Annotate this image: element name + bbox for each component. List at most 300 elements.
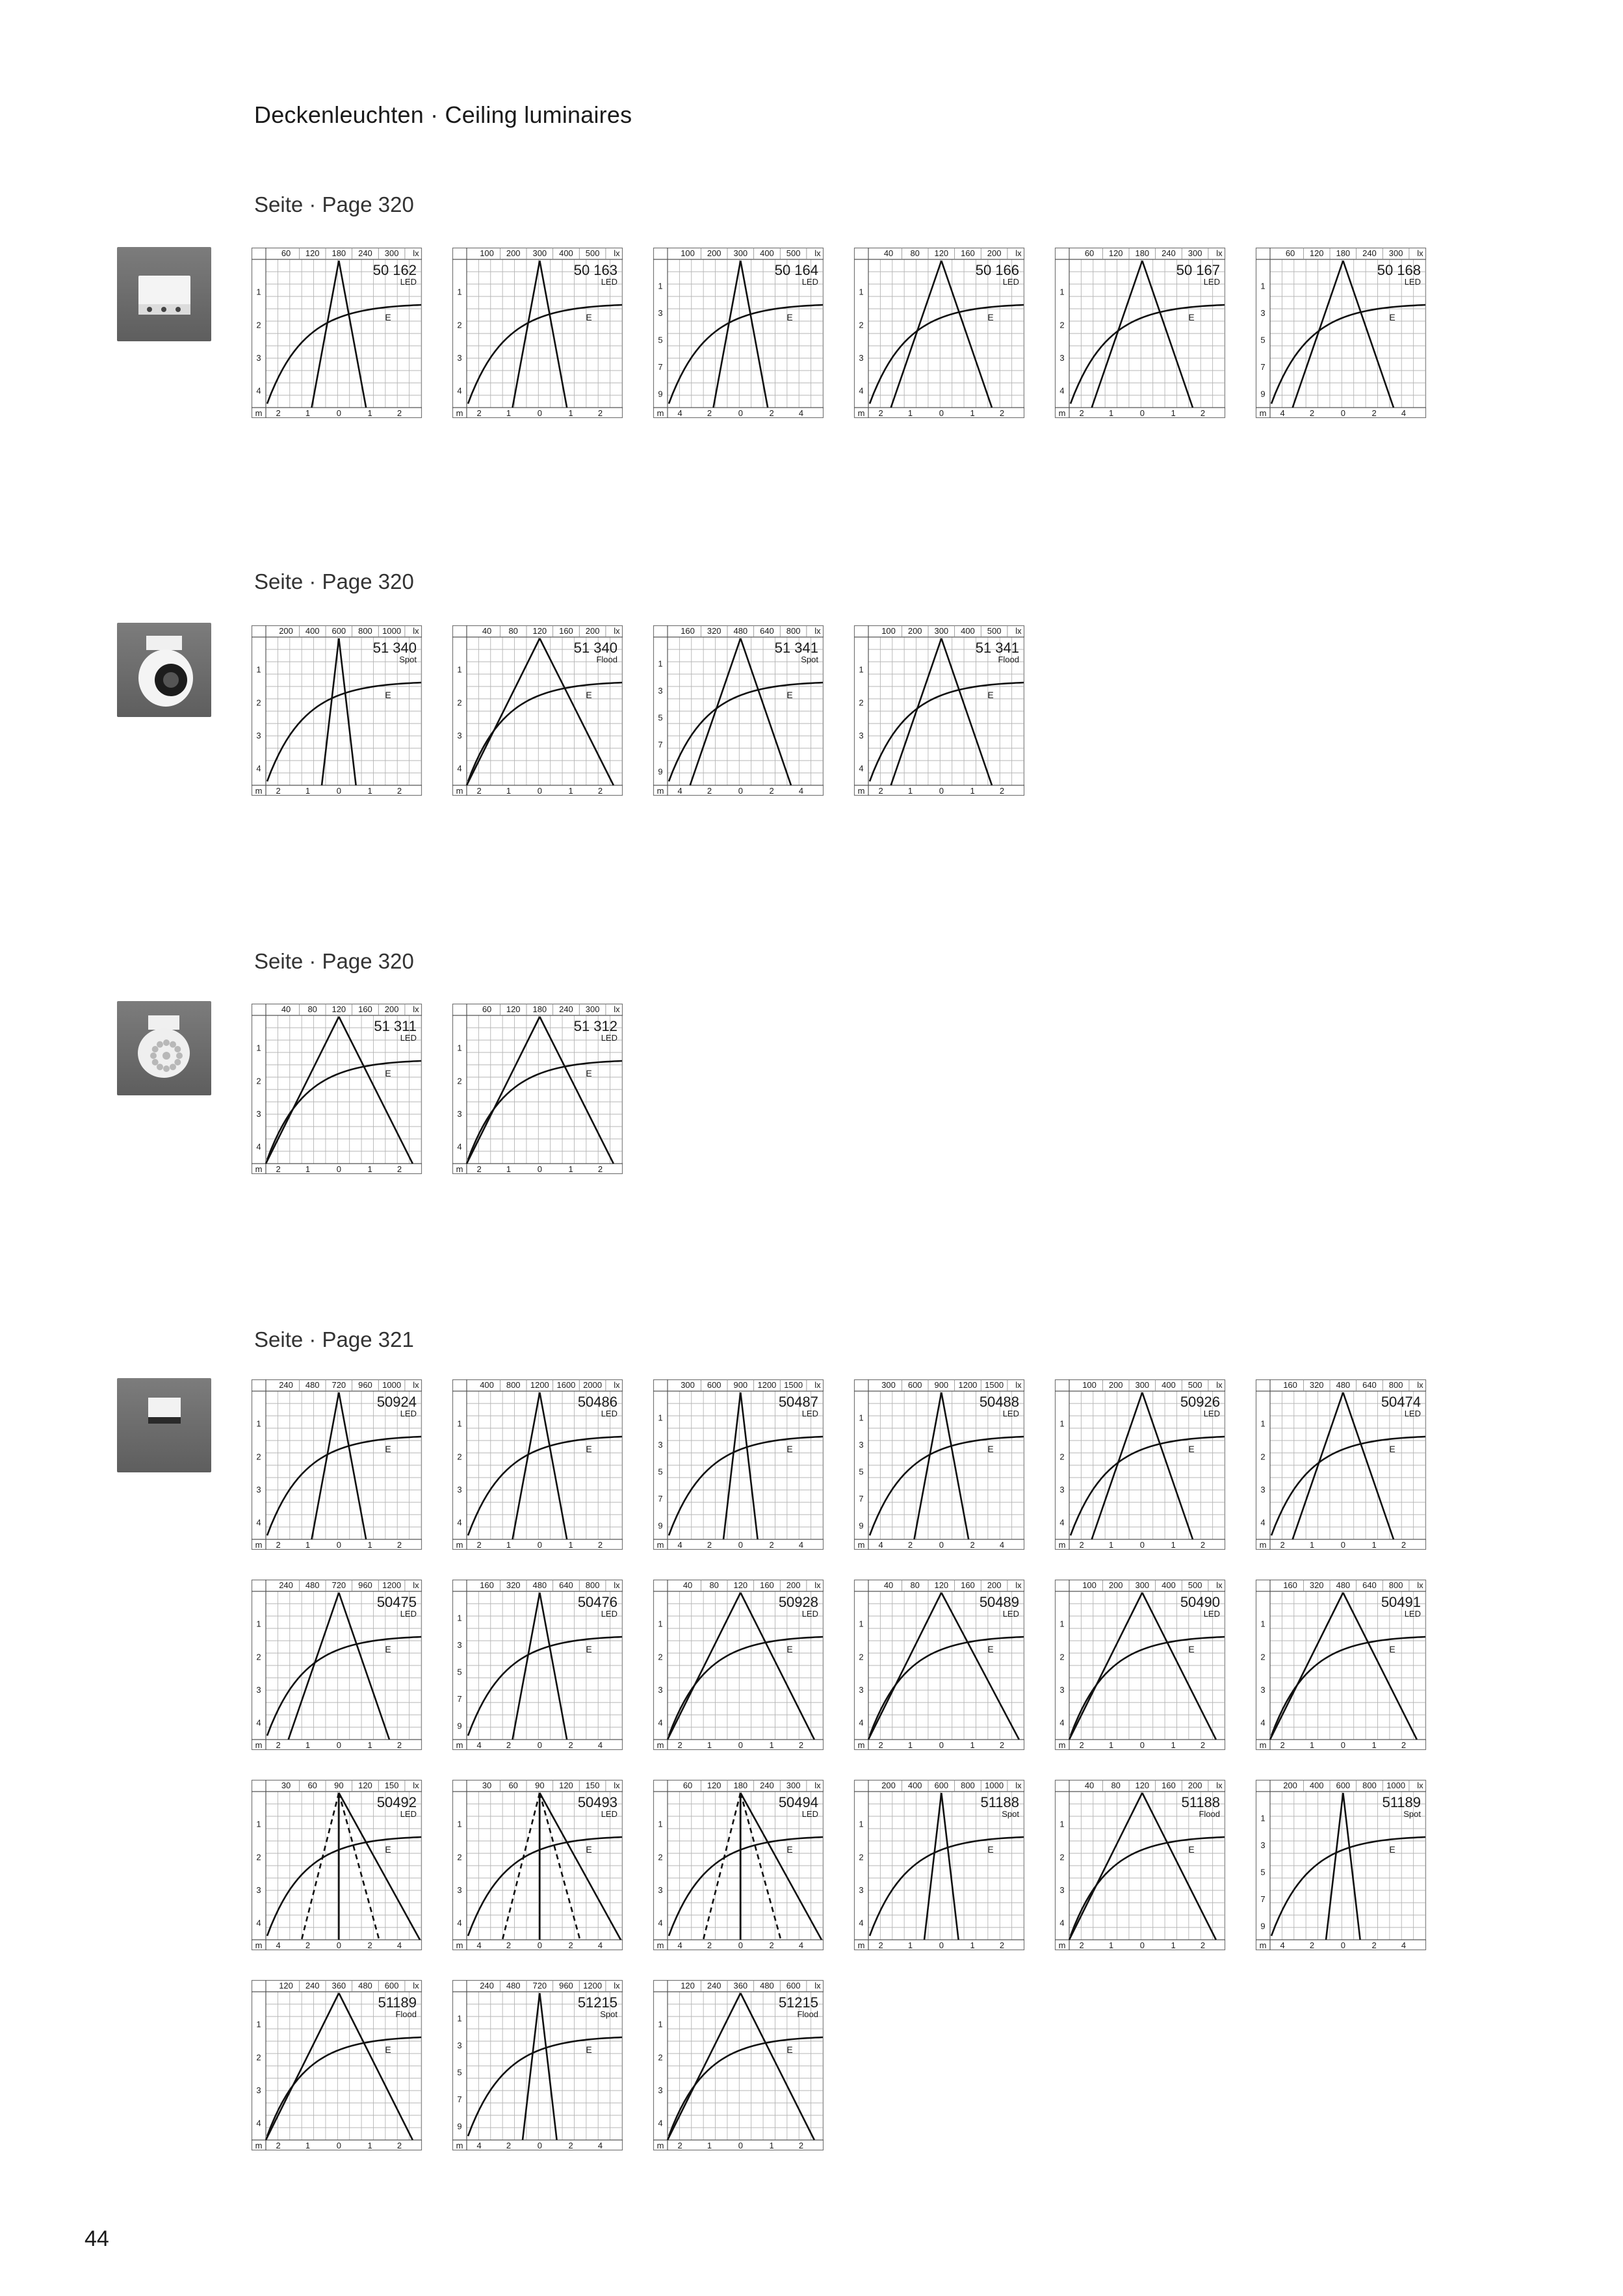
width-tick-label: 2 — [878, 1740, 883, 1750]
distance-unit-label: m — [1058, 1740, 1066, 1750]
distance-tick-label: 1 — [658, 281, 663, 291]
distance-unit-label: m — [1259, 408, 1267, 418]
distance-tick-label: 2 — [256, 320, 261, 330]
lux-tick-label: 160 — [358, 1004, 372, 1014]
width-tick-label: 4 — [798, 1540, 804, 1550]
width-tick-label: 0 — [336, 786, 341, 796]
lux-tick-label: 120 — [331, 1004, 346, 1014]
distance-tick-label: 2 — [1059, 1652, 1065, 1662]
model-number: 50 168 — [1377, 262, 1421, 278]
distance-tick-label: 2 — [256, 1452, 261, 1462]
distance-tick-label: 7 — [658, 1493, 663, 1504]
illuminance-marker: E — [385, 312, 391, 322]
distance-tick-label: 2 — [1260, 1652, 1266, 1662]
section-label: Seite · Page 320 — [254, 949, 414, 973]
distance-tick-label: 3 — [658, 1685, 663, 1695]
distance-tick-label: 2 — [256, 2052, 261, 2063]
lux-tick-label: 120 — [358, 1781, 372, 1790]
lux-tick-label: 300 — [733, 248, 748, 258]
beam-chart — [252, 1004, 422, 1174]
lux-tick-label: 500 — [987, 626, 1002, 636]
width-tick-label: 0 — [1139, 1940, 1145, 1950]
lux-unit-label: lx — [614, 626, 620, 636]
distance-tick-label: 1 — [457, 2013, 462, 2024]
distance-tick-label: 2 — [256, 1852, 261, 1862]
distance-tick-label: 3 — [1059, 1685, 1065, 1695]
width-tick-label: 2 — [506, 1940, 512, 1950]
lux-tick-label: 1000 — [985, 1781, 1004, 1790]
lux-tick-label: 60 — [307, 1781, 317, 1790]
distance-tick-label: 3 — [859, 731, 864, 740]
width-tick-label: 1 — [907, 408, 913, 418]
distance-tick-label: 1 — [256, 1819, 261, 1829]
width-tick-label: 0 — [537, 1740, 542, 1750]
distance-tick-label: 3 — [457, 2040, 462, 2050]
lux-tick-label: 300 — [1135, 1580, 1150, 1590]
model-variant: Spot — [801, 655, 818, 664]
width-tick-label: 2 — [769, 1940, 774, 1950]
width-tick-label: 4 — [396, 1940, 402, 1950]
lux-tick-label: 200 — [987, 248, 1002, 258]
section-label: Seite · Page 320 — [254, 192, 414, 216]
distance-tick-label: 3 — [256, 2085, 261, 2095]
lux-unit-label: lx — [614, 248, 620, 258]
width-tick-label: 2 — [798, 1740, 804, 1750]
lux-tick-label: 640 — [1362, 1380, 1377, 1390]
width-tick-label: 1 — [305, 408, 311, 418]
lux-tick-label: 40 — [883, 248, 894, 258]
model-variant: LED — [601, 1809, 617, 1819]
width-tick-label: 4 — [999, 1540, 1005, 1550]
lux-tick-label: 40 — [1084, 1781, 1095, 1790]
width-tick-label: 1 — [1171, 1540, 1176, 1550]
model-number: 50 167 — [1176, 262, 1220, 278]
distance-tick-label: 5 — [859, 1467, 864, 1477]
distance-unit-label: m — [857, 408, 865, 418]
width-tick-label: 0 — [336, 1540, 341, 1550]
distance-unit-label: m — [656, 1540, 664, 1550]
lux-tick-label: 240 — [279, 1380, 293, 1390]
distance-tick-label: 3 — [457, 1885, 462, 1895]
model-variant: Flood — [998, 655, 1019, 664]
width-tick-label: 1 — [1108, 1940, 1114, 1950]
width-tick-label: 2 — [878, 786, 883, 796]
model-number: 51189 — [1382, 1794, 1421, 1810]
model-variant: LED — [1002, 277, 1019, 287]
illuminance-marker: E — [987, 312, 994, 322]
distance-unit-label: m — [656, 2141, 664, 2150]
model-number: 51 312 — [573, 1018, 617, 1034]
model-number: 50924 — [376, 1394, 417, 1410]
width-tick-label: 1 — [568, 786, 573, 796]
lux-tick-label: 640 — [760, 626, 774, 636]
distance-tick-label: 1 — [1260, 281, 1266, 291]
width-tick-label: 2 — [1079, 1540, 1084, 1550]
lux-tick-label: 960 — [358, 1580, 372, 1590]
lux-tick-label: 480 — [733, 626, 748, 636]
illuminance-marker: E — [987, 1644, 994, 1654]
model-variant: LED — [601, 1033, 617, 1043]
beam-chart — [252, 1980, 422, 2150]
distance-unit-label: m — [255, 1540, 263, 1550]
beam-chart — [252, 1379, 422, 1550]
lux-tick-label: 240 — [707, 1981, 721, 1990]
lux-tick-label: 60 — [1084, 248, 1095, 258]
lux-tick-label: 500 — [1188, 1580, 1202, 1590]
lux-tick-label: 240 — [1162, 248, 1176, 258]
lux-tick-label: 80 — [910, 1580, 920, 1590]
beam-chart — [252, 1780, 422, 1950]
distance-tick-label: 1 — [457, 1043, 462, 1053]
width-tick-label: 1 — [367, 1164, 372, 1174]
distance-tick-label: 4 — [1059, 385, 1065, 396]
lux-tick-label: 1200 — [382, 1580, 402, 1590]
width-tick-label: 2 — [396, 1740, 402, 1750]
width-tick-label: 4 — [677, 786, 682, 796]
model-number: 50475 — [376, 1594, 417, 1610]
lux-tick-label: 240 — [305, 1981, 320, 1990]
lux-tick-label: 40 — [482, 626, 492, 636]
model-number: 51188 — [980, 1794, 1019, 1810]
width-tick-label: 2 — [798, 2141, 804, 2150]
distance-tick-label: 7 — [859, 1493, 864, 1504]
width-tick-label: 1 — [1309, 1540, 1315, 1550]
width-tick-label: 2 — [1401, 1540, 1407, 1550]
illuminance-marker: E — [586, 690, 592, 700]
lux-unit-label: lx — [413, 1781, 419, 1790]
width-tick-label: 2 — [1079, 1740, 1084, 1750]
distance-tick-label: 2 — [859, 698, 864, 708]
width-tick-label: 4 — [798, 786, 804, 796]
illuminance-marker: E — [385, 2044, 391, 2055]
distance-tick-label: 9 — [457, 1721, 462, 1731]
distance-tick-label: 9 — [1260, 389, 1266, 399]
width-tick-label: 2 — [506, 2141, 512, 2150]
width-tick-label: 0 — [336, 2141, 341, 2150]
distance-tick-label: 1 — [1260, 1418, 1266, 1429]
lux-tick-label: 800 — [786, 626, 801, 636]
width-tick-label: 4 — [677, 1940, 682, 1950]
lux-tick-label: 200 — [881, 1781, 896, 1790]
lux-tick-label: 160 — [559, 626, 573, 636]
lux-tick-label: 240 — [358, 248, 372, 258]
width-tick-label: 4 — [476, 1740, 482, 1750]
model-number: 50492 — [376, 1794, 417, 1810]
lux-tick-label: 300 — [532, 248, 547, 258]
lux-tick-label: 1200 — [958, 1380, 978, 1390]
lux-tick-label: 800 — [506, 1380, 521, 1390]
model-number: 50488 — [979, 1394, 1019, 1410]
distance-unit-label: m — [456, 1540, 463, 1550]
illuminance-marker: E — [987, 690, 994, 700]
lux-tick-label: 240 — [559, 1004, 573, 1014]
width-tick-label: 1 — [1371, 1740, 1377, 1750]
distance-tick-label: 2 — [457, 1852, 462, 1862]
width-tick-label: 2 — [476, 786, 482, 796]
lux-tick-label: 300 — [786, 1781, 801, 1790]
lux-tick-label: 960 — [559, 1981, 573, 1990]
lux-tick-label: 240 — [480, 1981, 494, 1990]
lux-tick-label: 1000 — [1386, 1781, 1406, 1790]
lux-tick-label: 160 — [1283, 1380, 1297, 1390]
lux-tick-label: 60 — [508, 1781, 518, 1790]
illuminance-marker: E — [586, 1444, 592, 1454]
square-ceiling-luminaire-with-three-spots-icon — [117, 247, 211, 341]
lux-tick-label: 500 — [585, 248, 600, 258]
distance-tick-label: 1 — [457, 287, 462, 297]
lux-tick-label: 40 — [682, 1580, 693, 1590]
illuminance-marker: E — [586, 1068, 592, 1078]
lux-tick-label: 480 — [358, 1981, 372, 1990]
width-tick-label: 1 — [506, 408, 512, 418]
distance-tick-label: 4 — [256, 2118, 261, 2128]
width-tick-label: 2 — [396, 786, 402, 796]
width-tick-label: 1 — [305, 1540, 311, 1550]
lux-unit-label: lx — [814, 1580, 821, 1590]
illuminance-marker: E — [385, 1644, 391, 1654]
distance-tick-label: 4 — [457, 1517, 462, 1528]
distance-unit-label: m — [1058, 408, 1066, 418]
width-tick-label: 1 — [568, 408, 573, 418]
distance-tick-label: 2 — [1059, 1452, 1065, 1462]
distance-tick-label: 3 — [658, 1439, 663, 1450]
lux-tick-label: 300 — [585, 1004, 600, 1014]
width-tick-label: 2 — [707, 408, 712, 418]
distance-tick-label: 2 — [256, 1076, 261, 1086]
distance-tick-label: 9 — [658, 1520, 663, 1531]
lux-tick-label: 180 — [733, 1781, 748, 1790]
lux-unit-label: lx — [1015, 248, 1022, 258]
width-tick-label: 2 — [999, 408, 1005, 418]
beam-chart — [452, 1004, 623, 1174]
model-variant: LED — [1404, 1409, 1421, 1418]
distance-tick-label: 4 — [256, 1717, 261, 1728]
distance-tick-label: 5 — [457, 2067, 462, 2078]
distance-tick-label: 3 — [658, 2085, 663, 2095]
illuminance-marker: E — [586, 1844, 592, 1855]
distance-tick-label: 3 — [1260, 1485, 1266, 1494]
model-variant: Spot — [399, 655, 417, 664]
lux-tick-label: 500 — [786, 248, 801, 258]
width-tick-label: 0 — [537, 1540, 542, 1550]
beam-chart — [854, 1580, 1024, 1750]
width-tick-label: 1 — [367, 1540, 372, 1550]
lux-tick-label: 400 — [760, 248, 774, 258]
distance-unit-label: m — [1058, 1940, 1066, 1950]
width-tick-label: 2 — [1371, 408, 1377, 418]
distance-tick-label: 3 — [1260, 1685, 1266, 1695]
width-tick-label: 2 — [568, 1940, 573, 1950]
lux-tick-label: 90 — [334, 1781, 344, 1790]
lux-tick-label: 300 — [881, 1380, 896, 1390]
distance-tick-label: 1 — [1059, 1819, 1065, 1829]
lux-tick-label: 200 — [506, 248, 521, 258]
beam-chart — [452, 1379, 623, 1550]
lux-tick-label: 120 — [733, 1580, 748, 1590]
round-ceiling-spot-luminaire-icon — [117, 623, 211, 717]
lux-tick-label: 120 — [305, 248, 320, 258]
lux-tick-label: 160 — [961, 248, 975, 258]
width-tick-label: 0 — [336, 1740, 341, 1750]
distance-tick-label: 5 — [1260, 1867, 1266, 1877]
width-tick-label: 0 — [738, 2141, 743, 2150]
distance-tick-label: 3 — [457, 731, 462, 740]
lux-tick-label: 900 — [934, 1380, 949, 1390]
beam-chart — [653, 1580, 824, 1750]
lux-tick-label: 120 — [1108, 248, 1123, 258]
lux-tick-label: 480 — [305, 1580, 320, 1590]
model-variant: LED — [1002, 1609, 1019, 1619]
distance-tick-label: 3 — [256, 1685, 261, 1695]
distance-tick-label: 4 — [859, 385, 864, 396]
distance-unit-label: m — [1259, 1740, 1267, 1750]
width-tick-label: 0 — [537, 786, 542, 796]
distance-unit-label: m — [456, 1740, 463, 1750]
model-number: 50487 — [778, 1394, 818, 1410]
width-tick-label: 2 — [769, 1540, 774, 1550]
lux-tick-label: 80 — [910, 248, 920, 258]
distance-tick-label: 5 — [1260, 335, 1266, 345]
illuminance-marker: E — [786, 1444, 793, 1454]
lux-unit-label: lx — [814, 626, 821, 636]
distance-tick-label: 1 — [859, 287, 864, 297]
distance-tick-label: 3 — [658, 307, 663, 318]
width-tick-label: 2 — [506, 1740, 512, 1750]
model-number: 50489 — [979, 1594, 1019, 1610]
lux-unit-label: lx — [1015, 626, 1022, 636]
distance-tick-label: 1 — [457, 1613, 462, 1623]
lux-tick-label: 180 — [1135, 248, 1150, 258]
width-tick-label: 1 — [707, 2141, 712, 2150]
distance-tick-label: 3 — [457, 1109, 462, 1119]
beam-chart — [653, 625, 824, 796]
width-tick-label: 2 — [568, 1740, 573, 1750]
lux-unit-label: lx — [814, 1981, 821, 1990]
lux-tick-label: 200 — [585, 626, 600, 636]
distance-tick-label: 9 — [1260, 1921, 1266, 1931]
model-variant: LED — [400, 1609, 417, 1619]
lux-tick-label: 200 — [1108, 1380, 1123, 1390]
width-tick-label: 0 — [1139, 1740, 1145, 1750]
width-tick-label: 0 — [738, 1740, 743, 1750]
width-tick-label: 0 — [537, 2141, 542, 2150]
model-number: 50491 — [1381, 1594, 1421, 1610]
width-tick-label: 1 — [506, 1164, 512, 1174]
lux-tick-label: 40 — [281, 1004, 291, 1014]
width-tick-label: 1 — [970, 1740, 975, 1750]
distance-tick-label: 3 — [859, 353, 864, 363]
width-tick-label: 2 — [476, 408, 482, 418]
lux-unit-label: lx — [1417, 1380, 1423, 1390]
distance-unit-label: m — [656, 1940, 664, 1950]
lux-tick-label: 90 — [535, 1781, 545, 1790]
width-tick-label: 1 — [907, 1940, 913, 1950]
lux-tick-label: 600 — [384, 1981, 399, 1990]
model-variant: LED — [400, 1033, 417, 1043]
illuminance-marker: E — [1188, 1644, 1195, 1654]
lux-tick-label: 120 — [1309, 248, 1324, 258]
distance-tick-label: 3 — [1260, 1840, 1266, 1850]
width-tick-label: 0 — [939, 1940, 944, 1950]
lux-tick-label: 480 — [1336, 1380, 1351, 1390]
lux-tick-label: 60 — [682, 1781, 693, 1790]
illuminance-marker: E — [786, 312, 793, 322]
beam-chart — [854, 248, 1024, 418]
model-variant: Flood — [797, 2009, 818, 2019]
lux-tick-label: 720 — [331, 1380, 346, 1390]
lux-tick-label: 800 — [585, 1580, 600, 1590]
distance-tick-label: 3 — [1260, 307, 1266, 318]
lux-unit-label: lx — [413, 626, 419, 636]
width-tick-label: 1 — [1371, 1540, 1377, 1550]
lux-unit-label: lx — [413, 1580, 419, 1590]
model-variant: LED — [400, 277, 417, 287]
lux-tick-label: 1200 — [757, 1380, 777, 1390]
lux-tick-label: 320 — [707, 626, 721, 636]
width-tick-label: 2 — [907, 1540, 913, 1550]
lux-tick-label: 1200 — [530, 1380, 549, 1390]
lux-tick-label: 160 — [1162, 1781, 1176, 1790]
width-tick-label: 1 — [907, 1740, 913, 1750]
width-tick-label: 0 — [1139, 408, 1145, 418]
width-tick-label: 2 — [1200, 1940, 1206, 1950]
lux-tick-label: 300 — [681, 1380, 695, 1390]
lux-tick-label: 960 — [358, 1380, 372, 1390]
lux-tick-label: 240 — [760, 1781, 774, 1790]
lux-tick-label: 900 — [733, 1380, 748, 1390]
width-tick-label: 0 — [939, 1540, 944, 1550]
lux-tick-label: 100 — [480, 248, 494, 258]
width-tick-label: 2 — [276, 786, 281, 796]
lux-tick-label: 30 — [281, 1781, 291, 1790]
section-label: Seite · Page 320 — [254, 569, 414, 594]
distance-tick-label: 2 — [658, 2052, 663, 2063]
width-tick-label: 1 — [568, 1164, 573, 1174]
distance-unit-label: m — [656, 1740, 664, 1750]
distance-tick-label: 4 — [658, 1717, 663, 1728]
lux-tick-label: 180 — [532, 1004, 547, 1014]
width-tick-label: 2 — [276, 408, 281, 418]
lux-tick-label: 200 — [987, 1580, 1002, 1590]
illuminance-marker: E — [385, 1068, 391, 1078]
width-tick-label: 2 — [999, 786, 1005, 796]
illuminance-marker: E — [786, 1844, 793, 1855]
lux-tick-label: 600 — [1336, 1781, 1351, 1790]
lux-tick-label: 2000 — [583, 1380, 603, 1390]
multi-led-ceiling-luminaire-icon — [117, 1001, 211, 1095]
distance-tick-label: 3 — [1059, 1885, 1065, 1895]
lux-unit-label: lx — [413, 1004, 419, 1014]
model-variant: LED — [801, 277, 818, 287]
lux-tick-label: 600 — [907, 1380, 922, 1390]
illuminance-marker: E — [1188, 1844, 1195, 1855]
width-tick-label: 2 — [597, 1540, 603, 1550]
distance-tick-label: 9 — [859, 1520, 864, 1531]
width-tick-label: 0 — [336, 408, 341, 418]
width-tick-label: 2 — [1200, 1740, 1206, 1750]
lux-tick-label: 160 — [681, 626, 695, 636]
distance-tick-label: 1 — [658, 2019, 663, 2029]
section-label: Seite · Page 321 — [254, 1327, 414, 1351]
width-tick-label: 1 — [305, 786, 311, 796]
lux-unit-label: lx — [413, 1380, 419, 1390]
width-tick-label: 1 — [1171, 408, 1176, 418]
distance-tick-label: 3 — [658, 685, 663, 696]
model-variant: LED — [801, 1809, 818, 1819]
lux-unit-label: lx — [814, 248, 821, 258]
width-tick-label: 2 — [970, 1540, 975, 1550]
distance-tick-label: 3 — [859, 1685, 864, 1695]
